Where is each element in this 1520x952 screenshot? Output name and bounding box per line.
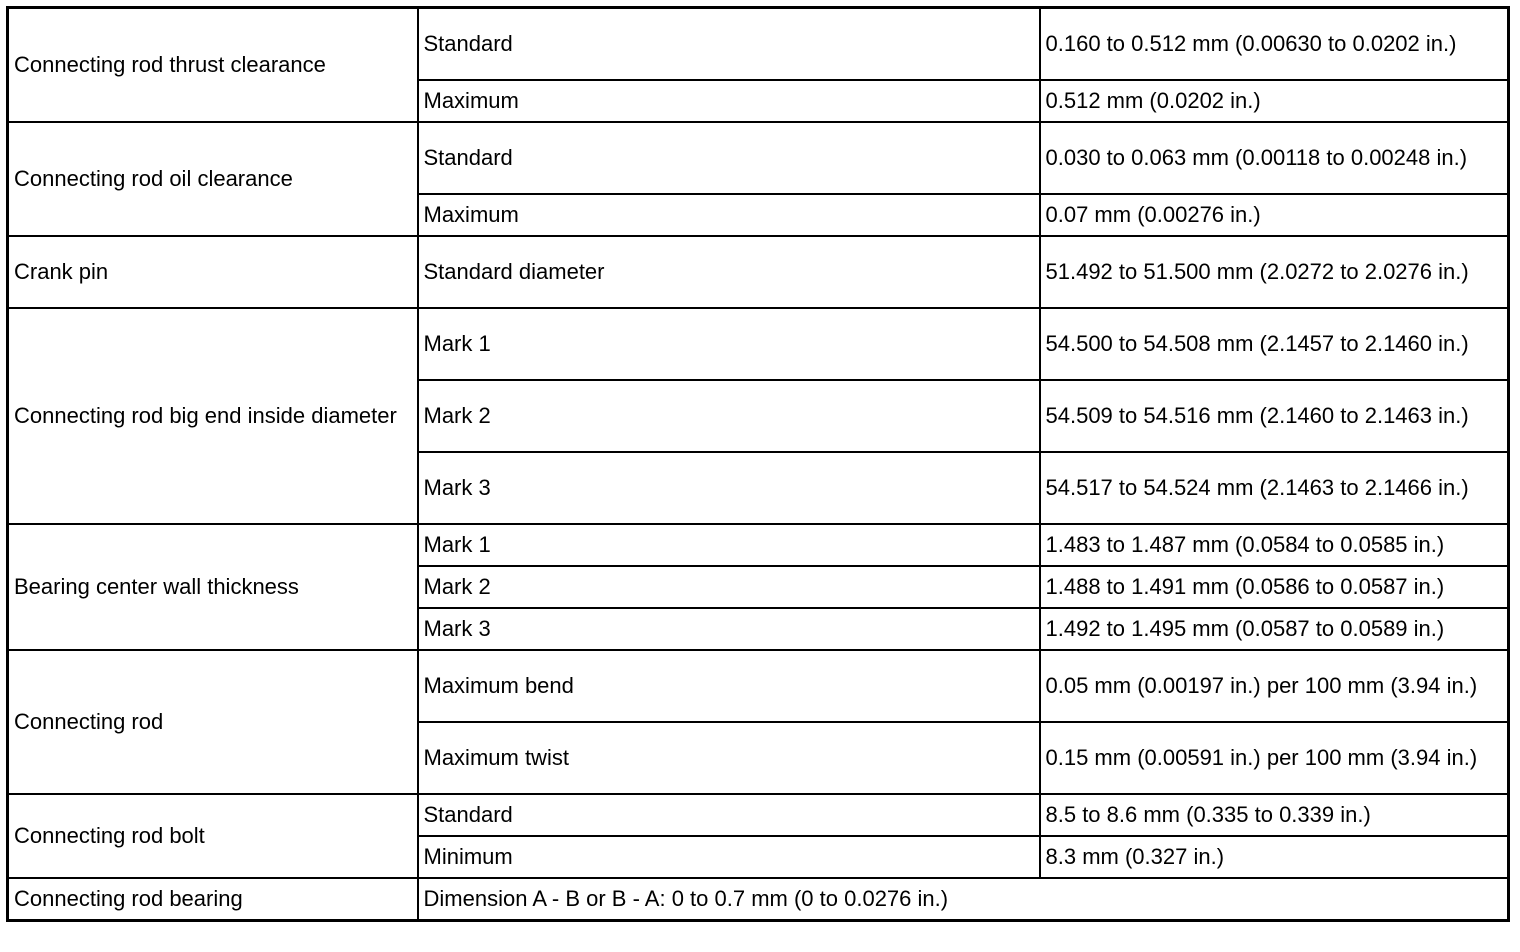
item-cell: Connecting rod bbox=[8, 650, 418, 794]
condition-cell: Standard bbox=[418, 8, 1040, 81]
value-cell: 1.492 to 1.495 mm (0.0587 to 0.0589 in.) bbox=[1040, 608, 1509, 650]
condition-cell: Minimum bbox=[418, 836, 1040, 878]
value-cell: 54.517 to 54.524 mm (2.1463 to 2.1466 in.) bbox=[1040, 452, 1509, 524]
value-cell: 0.15 mm (0.00591 in.) per 100 mm (3.94 in.) bbox=[1040, 722, 1509, 794]
specification-table bbox=[6, 6, 1510, 922]
condition-cell: Mark 3 bbox=[418, 452, 1040, 524]
condition-cell: Mark 2 bbox=[418, 380, 1040, 452]
condition-cell: Standard bbox=[418, 122, 1040, 194]
table-row bbox=[8, 8, 1509, 81]
condition-cell: Maximum twist bbox=[418, 722, 1040, 794]
item-cell: Connecting rod oil clearance bbox=[8, 122, 418, 236]
value-cell: 51.492 to 51.500 mm (2.0272 to 2.0276 in.) bbox=[1040, 236, 1509, 308]
condition-cell: Standard bbox=[418, 794, 1040, 836]
value-cell: 54.509 to 54.516 mm (2.1460 to 2.1463 in.) bbox=[1040, 380, 1509, 452]
item-cell: Connecting rod bolt bbox=[8, 794, 418, 878]
spec-cell: Dimension A - B or B - A: 0 to 0.7 mm (0 to 0.0276 in.) bbox=[418, 878, 1509, 921]
table-row bbox=[8, 524, 1509, 566]
table-row bbox=[8, 122, 1509, 194]
value-cell: 0.160 to 0.512 mm (0.00630 to 0.0202 in.) bbox=[1040, 8, 1509, 81]
value-cell: 0.512 mm (0.0202 in.) bbox=[1040, 80, 1509, 122]
value-cell: 0.05 mm (0.00197 in.) per 100 mm (3.94 in.) bbox=[1040, 650, 1509, 722]
condition-cell: Maximum bbox=[418, 80, 1040, 122]
value-cell: 1.488 to 1.491 mm (0.0586 to 0.0587 in.) bbox=[1040, 566, 1509, 608]
table-row bbox=[8, 878, 1509, 921]
item-cell: Bearing center wall thickness bbox=[8, 524, 418, 650]
condition-cell: Standard diameter bbox=[418, 236, 1040, 308]
value-cell: 8.3 mm (0.327 in.) bbox=[1040, 836, 1509, 878]
value-cell: 0.07 mm (0.00276 in.) bbox=[1040, 194, 1509, 236]
item-cell: Crank pin bbox=[8, 236, 418, 308]
value-cell: 1.483 to 1.487 mm (0.0584 to 0.0585 in.) bbox=[1040, 524, 1509, 566]
table-row bbox=[8, 308, 1509, 380]
table-row bbox=[8, 794, 1509, 836]
condition-cell: Mark 1 bbox=[418, 308, 1040, 380]
condition-cell: Mark 1 bbox=[418, 524, 1040, 566]
item-cell: Connecting rod thrust clearance bbox=[8, 8, 418, 123]
table-row bbox=[8, 650, 1509, 722]
value-cell: 54.500 to 54.508 mm (2.1457 to 2.1460 in.) bbox=[1040, 308, 1509, 380]
condition-cell: Mark 3 bbox=[418, 608, 1040, 650]
table-row bbox=[8, 236, 1509, 308]
item-cell: Connecting rod big end inside diameter bbox=[8, 308, 418, 524]
condition-cell: Mark 2 bbox=[418, 566, 1040, 608]
value-cell: 8.5 to 8.6 mm (0.335 to 0.339 in.) bbox=[1040, 794, 1509, 836]
item-cell: Connecting rod bearing bbox=[8, 878, 418, 921]
condition-cell: Maximum bend bbox=[418, 650, 1040, 722]
value-cell: 0.030 to 0.063 mm (0.00118 to 0.00248 in.) bbox=[1040, 122, 1509, 194]
condition-cell: Maximum bbox=[418, 194, 1040, 236]
